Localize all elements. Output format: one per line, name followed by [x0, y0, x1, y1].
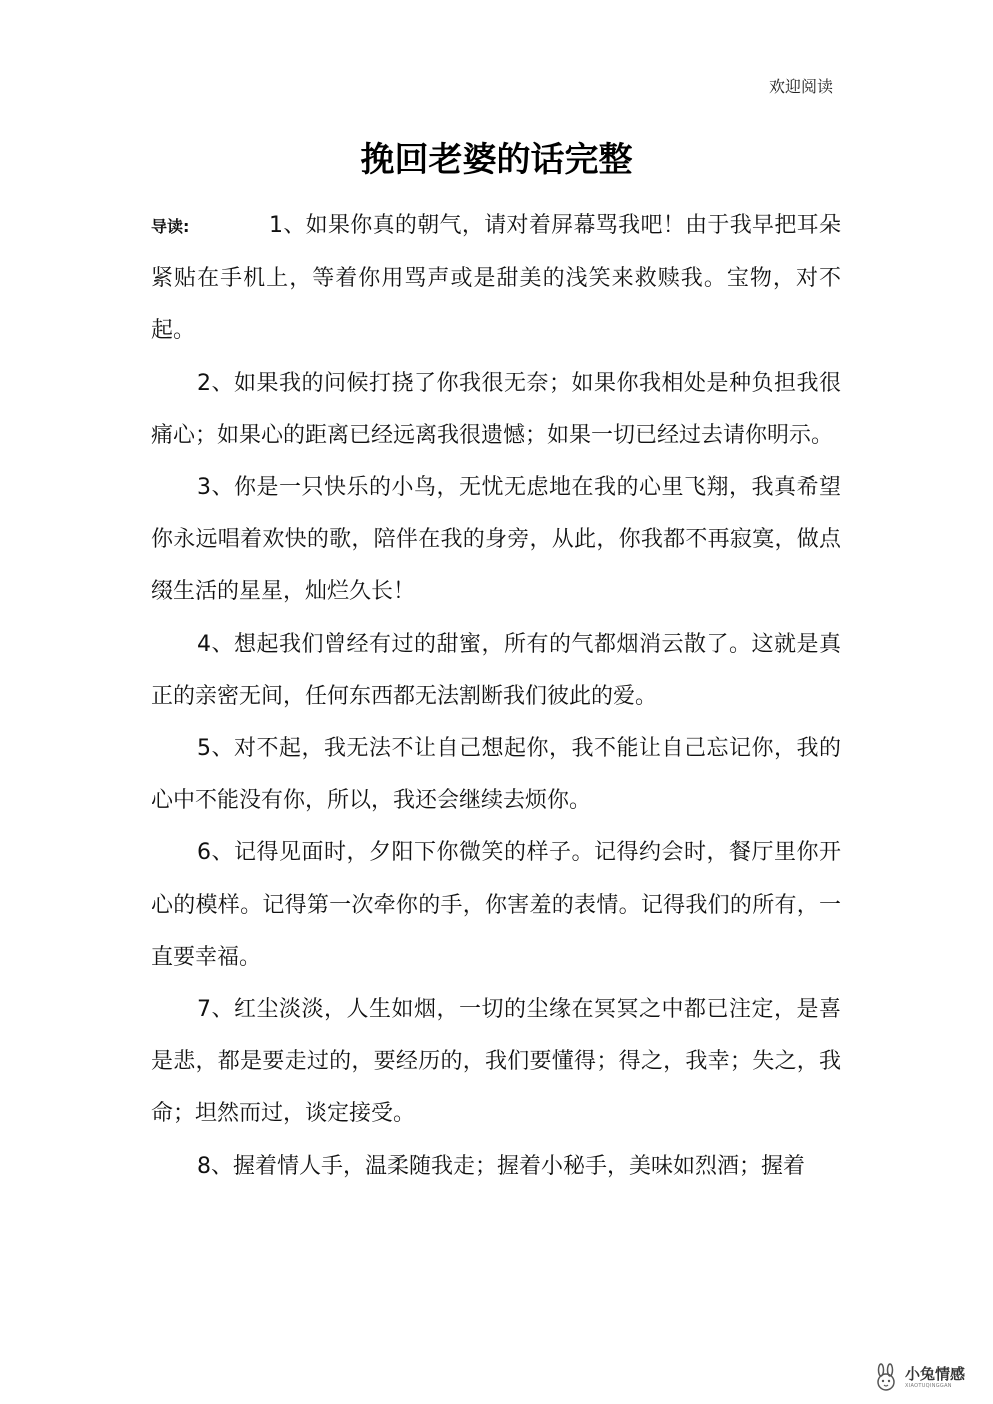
header-note: 欢迎阅读: [768, 77, 833, 96]
intro-label: 导读:: [151, 217, 190, 236]
paragraph-1: [151, 200, 841, 358]
paragraph-7: 7、红尘淡淡，人生如烟，一切的尘缘在冥冥之中都已注定，是喜是悲，都是要走过的，要经历的，我们要懂得；得之，我幸；失之，我命；坦然而过，谈定接受。: [151, 997, 841, 1127]
watermark: [871, 1362, 979, 1394]
paragraph-8: 8、握着情人手，温柔随我走；握着小秘手，美味如烈酒；握着: [197, 1153, 805, 1179]
paragraph-6: 6、记得见面时，夕阳下你微笑的样子。记得约会时，餐厅里你开心的模样。记得第一次牵你的手，你害羞的表情。记得我们的所有，一直要幸福。: [151, 840, 841, 970]
paragraph-5: 5、对不起，我无法不让自己想起你，我不能让自己忘记你，我的心中不能没有你，所以，我还会继续去烦你。: [151, 736, 841, 814]
paragraph-1-text: 1、如果你真的朝气，请对着屏幕骂我吧！由于我早把耳朵紧贴在手机上，等着你用骂声或是甜美的浅笑来救赎我。宝物，对不起。: [151, 213, 841, 344]
watermark-sub-text: XIAOTUQINGGAN: [905, 1383, 952, 1389]
paragraph-3: 3、你是一只快乐的小鸟，无忧无虑地在我的心里飞翔，我真希望你永远唱着欢快的歌，陪伴在我的身旁，从此，你我都不再寂寞，做点缀生活的星星，灿烂久长！: [151, 475, 841, 605]
watermark-main-text: 小兔情感: [905, 1365, 966, 1383]
document-body: [151, 200, 841, 1193]
rabbit-logo-icon: [871, 1363, 901, 1393]
paragraph-4: 4、想起我们曾经有过的甜蜜，所有的气都烟消云散了。这就是真正的亲密无间，任何东西都无法割断我们彼此的爱。: [151, 631, 841, 709]
document-title: 挽回老婆的话完整: [360, 140, 633, 180]
paragraph-2: 2、如果我的问候打挠了你我很无奈；如果你我相处是种负担我很痛心；如果心的距离已经远离我很遗憾；如果一切已经过去请你明示。: [151, 370, 841, 448]
